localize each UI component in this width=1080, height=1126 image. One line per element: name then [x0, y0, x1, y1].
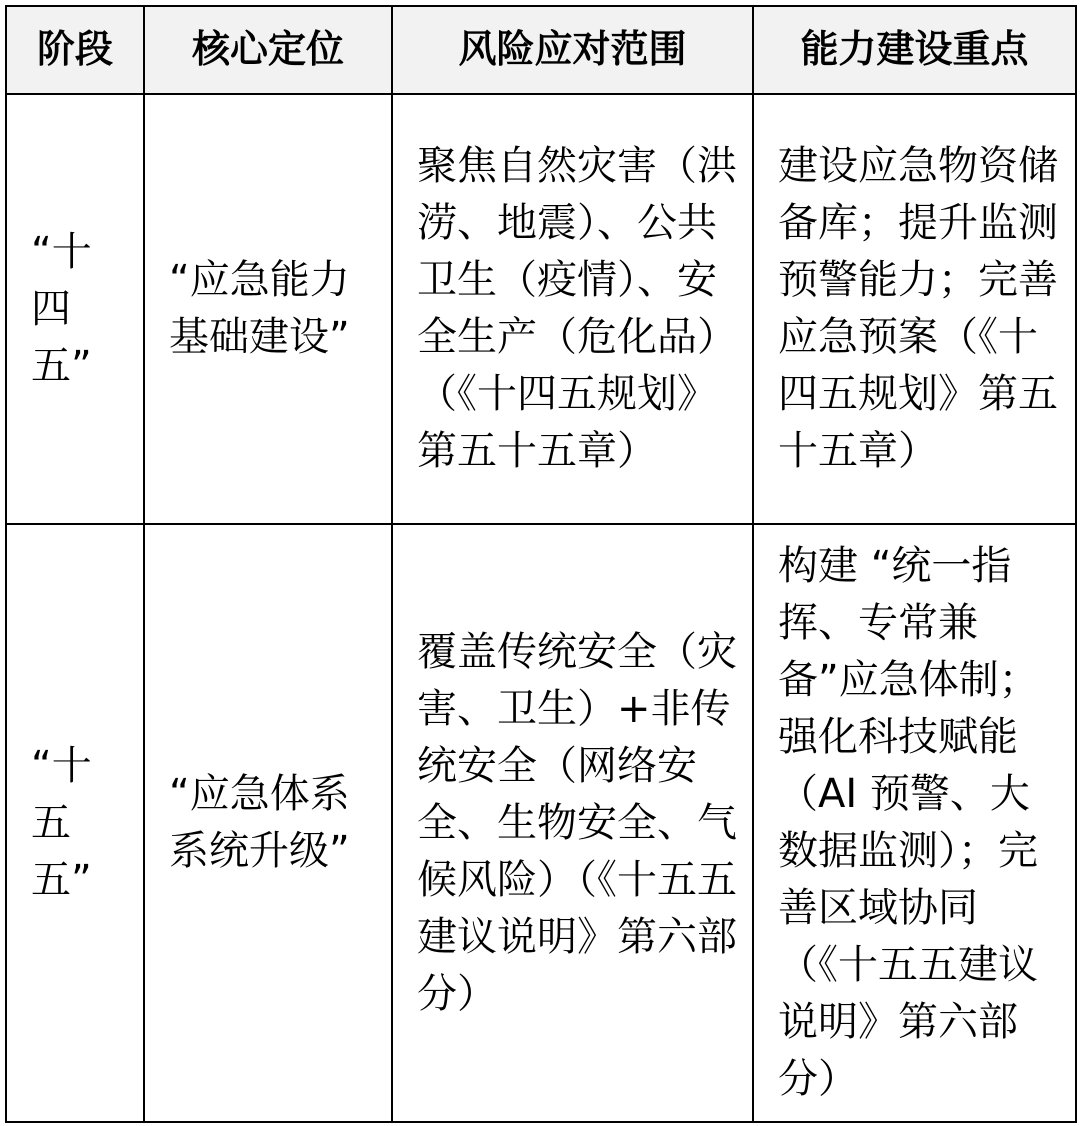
risk-scope-cell: 覆盖传统安全（灾害、卫生）+非传统安全（网络安全、生物安全、气候风险）（《十五五建议说明》第六部分）	[392, 524, 753, 1122]
stage-cell: “十四五”	[6, 94, 144, 524]
table-row	[6, 524, 1076, 1122]
capability-focus-cell: 建设应急物资储备库；提升监测预警能力；完善应急预案（《十四五规划》第五十五章）	[753, 94, 1076, 524]
positioning-cell: “应急体系系统升级”	[144, 524, 392, 1122]
comparison-table	[5, 5, 1077, 1123]
header-row	[6, 6, 1076, 94]
risk-scope-cell: 聚焦自然灾害（洪涝、地震）、公共卫生（疫情）、安全生产（危化品）（《十四五规划》第五十五章）	[392, 94, 753, 524]
positioning-cell: “应急能力基础建设”	[144, 94, 392, 524]
header-positioning: 核心定位	[144, 6, 392, 94]
stage-cell: “十五五”	[6, 524, 144, 1122]
header-risk-scope: 风险应对范围	[392, 6, 753, 94]
header-stage: 阶段	[6, 6, 144, 94]
header-capability-focus: 能力建设重点	[753, 6, 1076, 94]
capability-focus-cell: 构建 “统一指挥、专常兼备”应急体制；强化科技赋能（AI 预警、大数据监测）；完善区域协同（《十五五建议说明》第六部分）	[753, 524, 1076, 1122]
table-row	[6, 94, 1076, 524]
